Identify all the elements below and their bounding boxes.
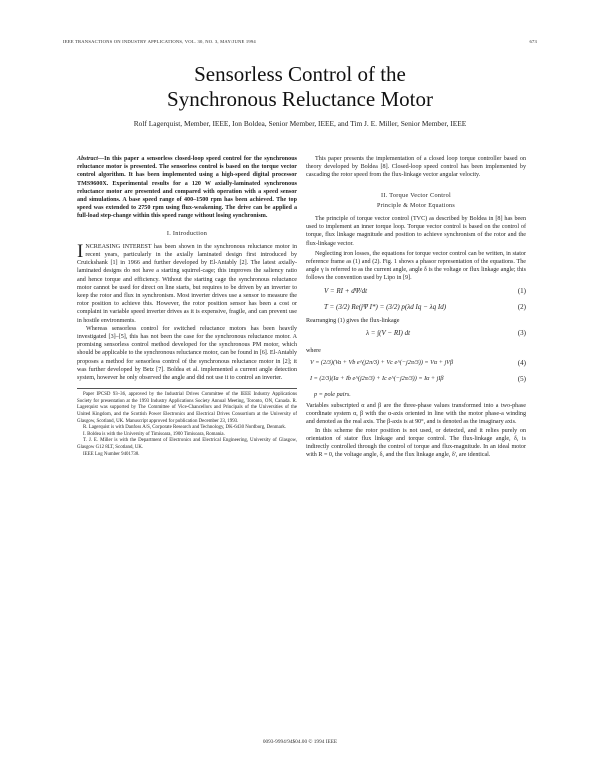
abstract-text: In this paper a sensorless closed-loop speed control for the synchronous reluctance motor is presented. The sensorless control is based on the torque vector control algorithm. It has been implemented using a high-speed digital processor TMS9600X. Experimental results for a 120 W axially-laminated synchronous reluctance motor are presented and compared with operation with a speed sensor and simulations. A base speed range of 400–1500 rpm has been achieved. The top speed was extended to 2750 rpm using flux-weakening. The drive can be applied a full-load step-change within this speed range without losing synchronism.	[77, 156, 297, 220]
equation-3-body: λ = ∫(V − RI) dt	[366, 328, 411, 337]
right-paragraph-6: In this scheme the rotor position is not used, or detected, and it relies purely on orientation of stator flux linkage and torque control. The flux-linkage angle, δ, is indirectly controlled through the control of torque and flux-magnitude. In an ideal motor with R = 0, the voltage angle, δ, and the flux linkage angle, δ', are identical.	[306, 427, 526, 459]
running-header	[63, 39, 537, 49]
abstract-label: Abstract—	[77, 156, 105, 162]
right-paragraph-5: Variables subscripted α and β are the three-phase values transformed into a two-phase coordinate system α, β with the α-axis oriented in line with the motor phase-a winding and denoted as the real axis. The β-axis is at 90°, and is denoted as the imaginary axis.	[306, 403, 526, 426]
right-paragraph-4: Rearranging (1) gives the flux-linkage	[306, 317, 400, 324]
equation-2-number: (2)	[517, 302, 526, 311]
page-number: 673	[529, 39, 537, 44]
copyright-footer: 0093-9994/94$04.00 © 1994 IEEE	[262, 739, 338, 745]
journal-name: IEEE TRANSACTIONS ON INDUSTRY APPLICATIONS, VOL. 30, NO. 3, MAY/JUNE 1994	[63, 39, 256, 44]
where-label: where	[306, 347, 321, 354]
equation-3	[306, 327, 526, 345]
right-paragraph-1: This paper presents the implementation of a closed loop torque controller based on theory developed by Boldea [8]. Closed-loop speed control has been implemented by cascading the rotor speed from the flux-linkage vector angular velocity.	[306, 156, 526, 179]
equation-3-number: (3)	[517, 328, 526, 337]
paper-title	[0, 62, 600, 112]
equation-4	[306, 357, 526, 371]
right-column	[306, 155, 526, 459]
equation-2	[306, 301, 526, 315]
intro-paragraph-1	[77, 240, 297, 325]
left-column	[77, 155, 297, 458]
equation-4-body: V = (2/3)(Va + Vb e^(j2π/3) + Vc e^(−j2π/3)) = Vα + jVβ	[310, 359, 454, 367]
subsection-heading-principle: Principle & Motor Equations	[377, 202, 455, 209]
equation-2-body: T = (3/2) Re(jΨ I*) = (3/2) p(λd Iq − λq Id)	[324, 302, 447, 311]
equation-1	[306, 285, 526, 299]
intro-paragraph-1-text: NCREASING INTEREST has been shown in the synchronous reluctance motor in recent years, particularly in the axially laminated design first introduced by Cruickshank [1] in 1966 and further developed by El-Antably [2]. The latest axially-laminated designs do not have a starting squirrel-cage; this improves the saliency ratio and hence torque and efficiency. Without the starting cage the synchronous reluctance motor cannot be used for direct on line starts, but requires to be driven by an inverter to keep the rotor and flux in synchronism. Most inverter drives use a sensor to measure the rotor position to achieve this. However, the rotor position sensor has been a cost or complaint in variable speed inverter drives as it is expensive, fragile, and can prevent use in hostile environments.	[77, 243, 297, 324]
title-line-1: Sensorless Control of the	[194, 62, 406, 86]
equation-6	[306, 389, 526, 400]
equation-5-body: I = (2/3)(Ia + Ib e^(j2π/3) + Ic e^(−j2π/3)) = Iα + jIβ	[310, 375, 444, 383]
section-heading-introduction: I. Introduction	[166, 229, 208, 237]
right-paragraph-3: Neglecting iron losses, the equations for torque vector control can be written, in stator reference frame as (1) and (2). Fig. 1 shows a phasor representation of the equations. The angle γ is referred to as the current angle, angle δ is the voltage or flux linkage angle; this follows the convention used by Lipo in [9].	[306, 250, 526, 282]
footnote-1: Paper IPCSD 93–36, approved by the Industrial Drives Committee of the IEEE Industry Applications Society for presentation at the 1993 Industry Applications Society Annual Meeting, Toronto, ON, Canada. R. Lagerquist was supported by The Committee of Vice-Chancellors and Principals of the Universities of the United Kingdom, and the Scottish Power Electronics and Electrical Drives Consortium at the University of Glasgow, Scotland, UK. Manuscript approved for publication December 23, 1993.	[77, 392, 297, 424]
author-list: Rolf Lagerquist, Member, IEEE, Ion Boldea, Senior Member, IEEE, and Tim J. E. Miller, Senior Member, IEEE	[133, 119, 467, 128]
footnote-5: IEEE Log Number 9401738.	[83, 451, 140, 457]
footnote-2: R. Lagerquist is with Danfoss A/S, Corporate Research and Technology, DK-6430 Nordborg, Denmark.	[83, 425, 287, 431]
equation-5	[306, 373, 526, 387]
drop-cap: I	[77, 240, 84, 262]
equation-6-body: p = pole pairs.	[314, 391, 351, 399]
footnote-block	[77, 388, 297, 458]
intro-paragraph-2: Whereas sensorless control for switched reluctance motors has been heavily investigated [3]–[5], this has not been the case for the synchronous reluctance motor. A promising sensorless control method developed for the synchronous PM motor, which should be applicable to the synchronous reluctance motor, can be found in [6]. El-Antably proposes a method for sensorless control of the synchronous reluctance motor in [2]; it was further developed by Betz [7]. Boldea et al. implemented a current angle detection system, however he only observed the angle and did not use it to control an inverter.	[77, 325, 297, 382]
footnote-4: T. J. E. Miller is with the Department of Electronics and Electrical Engineering, University of Glasgow, Glasgow G12 8LT, Scotland, UK.	[77, 438, 297, 451]
section-heading-tvc: II. Torque Vector Control	[380, 191, 452, 199]
abstract	[77, 155, 297, 221]
equation-5-number: (5)	[517, 375, 526, 384]
footnote-3: I. Boldea is with the University of Timisoara, 1900 Timisoara, Romania.	[83, 431, 225, 437]
equation-1-body: V = RI + dΨ/dt	[324, 286, 368, 295]
equation-4-number: (4)	[517, 359, 526, 368]
right-paragraph-2: The principle of torque vector control (TVC) as described by Boldea in [8] has been used to implement an inner torque loop. Torque vector control is based on the control of torque, flux linkage magnitude and position to achieve synchronism of the rotor and the flux-linkage vector.	[306, 216, 526, 247]
title-line-2: Synchronous Reluctance Motor	[167, 87, 433, 111]
equation-1-number: (1)	[517, 286, 526, 295]
